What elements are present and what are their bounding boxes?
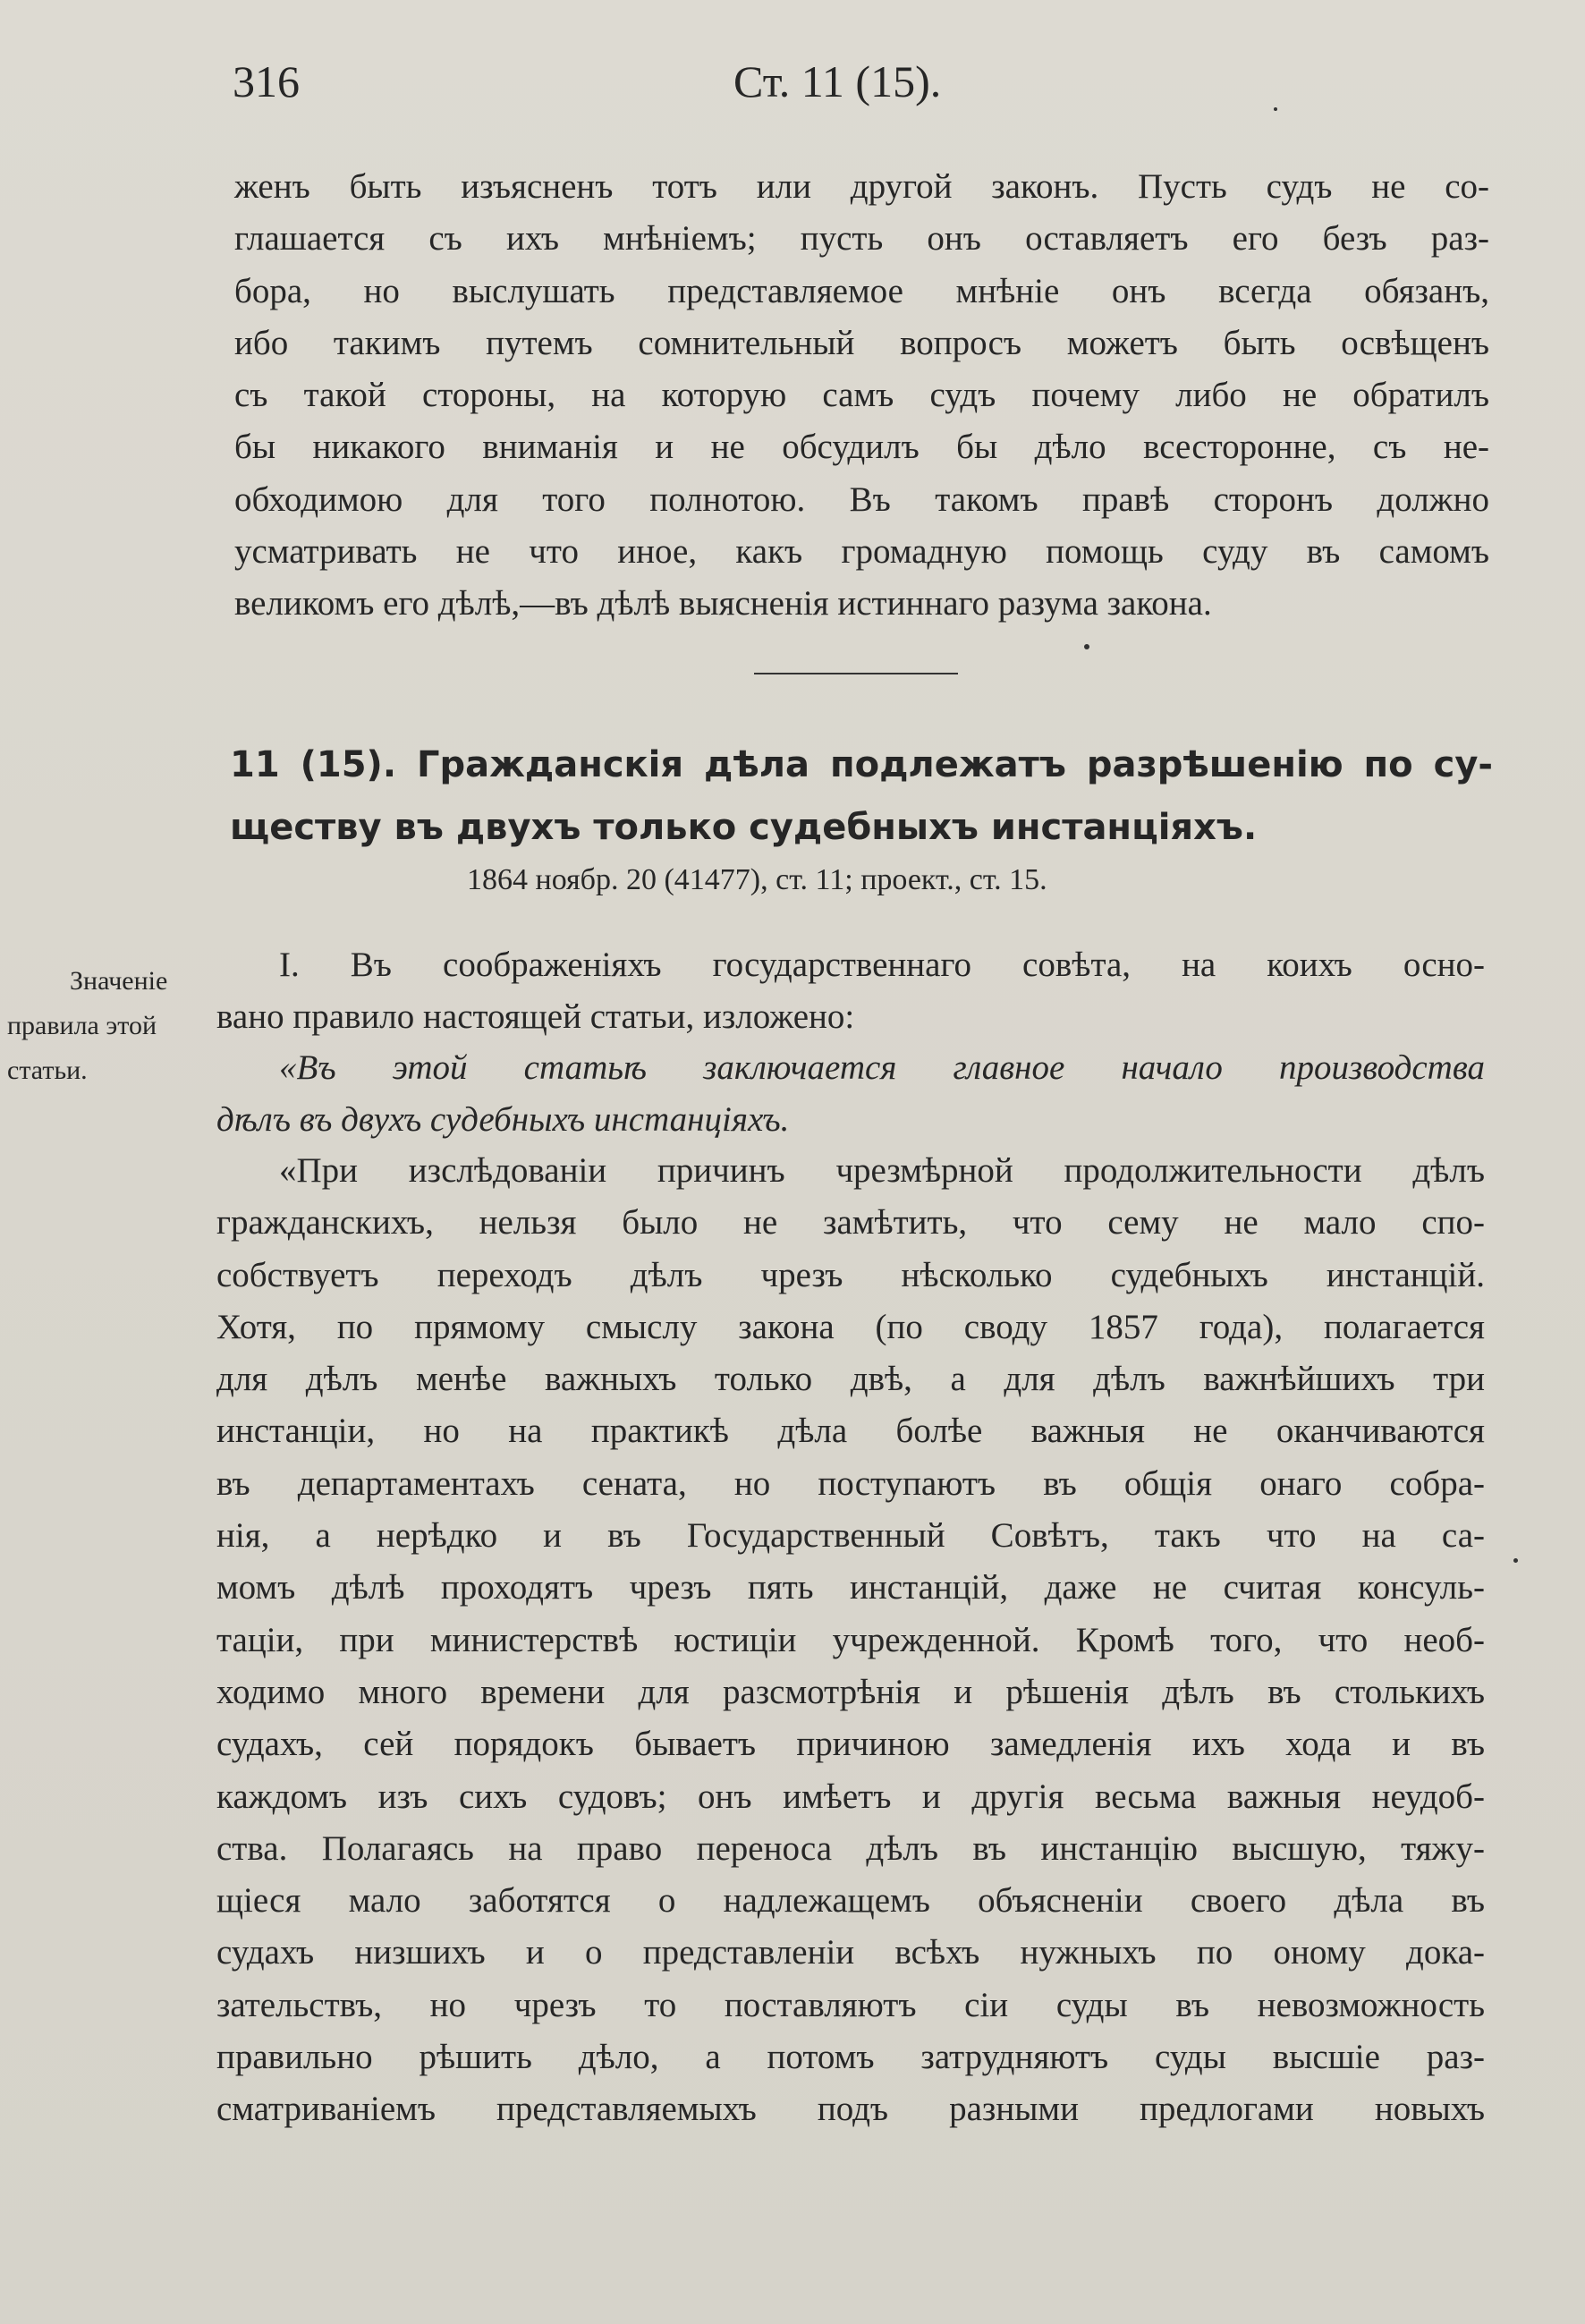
text-line: «При изслѣдованіи причинъ чрезмѣрной продолжительности дѣлъ: [279, 1151, 1485, 1190]
text-line: инстанціи, но на практикѣ дѣла болѣе важныя не оканчиваются: [216, 1412, 1485, 1451]
text-line: великомъ его дѣлѣ,—въ дѣлѣ выясненія истиннаго разума закона.: [234, 584, 1212, 623]
section-divider: [754, 673, 958, 674]
paper-speck: [1513, 1558, 1518, 1563]
text-line: гражданскихъ, нельзя было не замѣтить, что сему не мало спо-: [216, 1203, 1485, 1243]
text-line: зательствъ, но чрезъ то поставляютъ сіи суды въ невозможность: [216, 1985, 1485, 2024]
text-line: дѣлъ въ двухъ судебныхъ инстанціяхъ.: [216, 1100, 790, 1140]
text-line: для дѣлъ менѣе важныхъ только двѣ, а для дѣлъ важнѣйшихъ три: [216, 1360, 1485, 1399]
page-number: 316: [233, 56, 300, 106]
text-line: правильно рѣшить дѣло, а потомъ затрудняютъ суды высшіе раз-: [216, 2038, 1485, 2077]
margin-note-line: правила этой: [7, 1011, 157, 1040]
text-line: глашается съ ихъ мнѣніемъ; пусть онъ оставляетъ его безъ раз-: [234, 219, 1489, 259]
text-line: бора, но выслушать представляемое мнѣніе онъ всегда обязанъ,: [234, 271, 1489, 310]
text-line: собствуетъ переходъ дѣлъ чрезъ нѣсколько судебныхъ инстанцій.: [216, 1255, 1485, 1294]
text-line: I. Въ соображеніяхъ государственнаго совѣта, на коихъ осно-: [279, 946, 1485, 984]
text-line: ибо такимъ путемъ сомнительный вопросъ можетъ быть освѣщенъ: [234, 323, 1489, 362]
text-line: момъ дѣлѣ проходятъ чрезъ пять инстанцій, даже не считая консуль-: [216, 1568, 1485, 1607]
text-line: бы никакого вниманія и не обсудилъ бы дѣло всесторонне, съ не-: [234, 428, 1489, 467]
text-line: судахъ низшихъ и о представленіи всѣхъ нужныхъ по оному дока-: [216, 1933, 1485, 1972]
heading-line: ществу въ двухъ только судебныхъ инстанціяхъ.: [230, 807, 1258, 848]
paper-speck: [1084, 644, 1089, 649]
paragraph-quotation: [216, 1145, 1485, 2136]
text-line: щіеся мало заботятся о надлежащемъ объясненіи своего дѣла въ: [216, 1881, 1485, 1921]
paper-speck: [1274, 107, 1277, 111]
margin-note: [7, 959, 213, 1093]
running-head: [233, 55, 1503, 118]
text-line: женъ быть изъясненъ тотъ или другой законъ. Пусть судъ не со-: [234, 167, 1489, 206]
paragraph-section-1: [216, 939, 1485, 1044]
text-line: таціи, при министерствѣ юстиціи учрежденной. Кромѣ того, что необ-: [216, 1620, 1485, 1659]
heading-line: 11 (15). Гражданскія дѣла подлежатъ разрѣшенію по су-: [230, 744, 1493, 785]
text-line: сматриваніемъ представляемыхъ подъ разными предлогами новыхъ: [216, 2090, 1485, 2129]
paragraph-continuation: [234, 161, 1489, 631]
running-title: Ст. 11 (15).: [733, 56, 942, 106]
text-line: ства. Полагаясь на право переноса дѣлъ въ инстанцію высшую, тяжу-: [216, 1828, 1485, 1868]
margin-note-line: статьи.: [7, 1056, 88, 1085]
source-citation: 1864 ноябр. 20 (41477), ст. 11; проект., ст. 15.: [467, 863, 1047, 896]
text-line: судахъ, сей порядокъ бываетъ причиною замедленія ихъ хода и въ: [216, 1725, 1485, 1764]
italic-quotation: [216, 1042, 1485, 1147]
article-heading: [230, 734, 1493, 859]
text-line: усматривать не что иное, какъ громадную помощь суду въ самомъ: [234, 532, 1489, 572]
text-line: каждомъ изъ сихъ судовъ; онъ имѣетъ и другія весьма важныя неудоб-: [216, 1777, 1485, 1816]
text-line: Хотя, по прямому смыслу закона (по своду 1857 года), полагается: [216, 1307, 1485, 1346]
margin-note-line: Значеніе: [70, 966, 168, 996]
text-line: нія, а нерѣдко и въ Государственный Совѣтъ, такъ что на са-: [216, 1516, 1485, 1556]
text-line: «Въ этой статьѣ заключается главное начало производства: [279, 1048, 1485, 1087]
text-line: ходимо много времени для разсмотрѣнія и рѣшенія дѣлъ въ столькихъ: [216, 1672, 1485, 1711]
text-line: въ департаментахъ сената, но поступаютъ въ общія онаго собра-: [216, 1463, 1485, 1503]
text-line: вано правило настоящей статьи, изложено:: [216, 997, 855, 1037]
text-line: обходимою для того полнотою. Въ такомъ правѣ сторонъ должно: [234, 479, 1489, 519]
text-line: съ такой стороны, на которую самъ судъ почему либо не обратилъ: [234, 376, 1489, 415]
